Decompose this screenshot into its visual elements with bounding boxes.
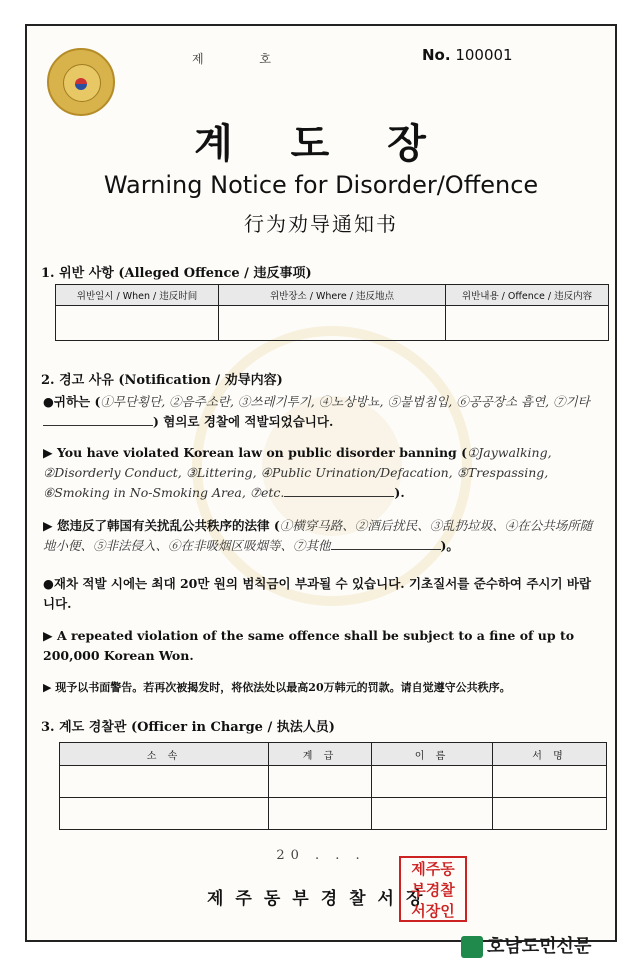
- offence-table: [55, 284, 609, 341]
- officer-col-signature: 서 명: [493, 743, 607, 766]
- offence-what-field[interactable]: [446, 306, 609, 341]
- stamp-line: 서장인: [411, 902, 455, 920]
- korean-notice-lead: ●귀하는 (: [43, 394, 101, 409]
- officer-affiliation-field[interactable]: [60, 798, 269, 830]
- publisher-name: 호남도민신문: [487, 936, 592, 957]
- officer-signature-field[interactable]: [493, 798, 607, 830]
- officer-name-field[interactable]: [372, 798, 493, 830]
- english-etc-blank[interactable]: [284, 484, 394, 497]
- korean-notice-items: ①무단횡단, ②음주소란, ③쓰레기투기, ④노상방뇨, ⑤불법침입, ⑥공공장소 흡연, ⑦기타: [100, 394, 590, 409]
- offence-when-field[interactable]: [56, 306, 219, 341]
- korean-fine-notice: ●재차 적발 시에는 최대 20만 원의 범칙금이 부과될 수 있습니다. 기초질서를 준수하여 주시기 바랍니다.: [43, 576, 592, 611]
- chinese-notice-items: ①横穿马路、②酒后扰民、③乱扔垃圾、④在公共场所随地小便、⑤非法侵入、⑥在非吸烟区吸烟等、⑦其他: [43, 518, 593, 553]
- chinese-fine-notice: ▶ 现予以书面警告。若再次被揭发时，将依法处以最高20万韩元的罚款。请自觉遵守公共秩序。: [43, 681, 511, 694]
- warning-notice-form: [25, 24, 617, 942]
- title-korean: 계 도 장: [194, 121, 448, 167]
- offence-col-when: 위반일시 / When / 违反时间: [56, 285, 219, 306]
- english-notice: [43, 443, 603, 503]
- officer-affiliation-field[interactable]: [60, 766, 269, 798]
- issue-date: 20 . . .: [276, 848, 366, 863]
- chinese-etc-blank[interactable]: [331, 537, 441, 550]
- section2-heading: 2. 경고 사유 (Notification / 劝导内容): [41, 373, 283, 388]
- officer-rank-field[interactable]: [269, 798, 372, 830]
- english-fine-notice: ▶ A repeated violation of the same offence shall be subject to a fine of up to 200,000 Korean Won.: [43, 628, 575, 663]
- official-seal-stamp: [399, 856, 467, 922]
- section1-heading: 1. 위반 사항 (Alleged Offence / 违反事项): [41, 266, 312, 281]
- officer-table: [59, 742, 607, 830]
- chinese-notice: [43, 516, 603, 556]
- stamp-line: 부경찰: [411, 881, 455, 899]
- officer-signature-field[interactable]: [493, 766, 607, 798]
- korean-etc-blank[interactable]: [43, 413, 153, 426]
- publisher-logo-icon: [461, 936, 483, 958]
- officer-name-field[interactable]: [372, 766, 493, 798]
- chinese-notice-lead: ▶ 您违反了韩国有关扰乱公共秩序的法律 (: [43, 518, 280, 533]
- chinese-notice-tail: )。: [440, 538, 459, 553]
- serial-number: [422, 46, 513, 64]
- serial-label: 제 호: [192, 52, 297, 66]
- korean-notice: [43, 392, 603, 432]
- officer-rank-field[interactable]: [269, 766, 372, 798]
- title-chinese: 行为劝导通知书: [244, 212, 398, 236]
- stamp-line: 제주동: [411, 860, 455, 878]
- police-emblem-logo: [47, 48, 115, 116]
- section3-heading: 3. 계도 경찰관 (Officer in Charge / 执法人员): [41, 720, 335, 735]
- issuing-authority: 제주동부경찰서장: [207, 889, 435, 909]
- english-notice-items: ①Jaywalking, ②Disorderly Conduct, ③Littering, ④Public Urination/Defacation, ⑤Trespassing, ⑥Smoking in No-Smoking Area, ⑦etc.: [43, 445, 552, 500]
- serial-value: 100001: [455, 46, 513, 64]
- serial-prefix: No.: [422, 46, 451, 64]
- korean-notice-tail: ) 혐의로 경찰에 적발되었습니다.: [153, 414, 334, 429]
- offence-col-what: 위반내용 / Offence / 违反内容: [446, 285, 609, 306]
- offence-where-field[interactable]: [219, 306, 446, 341]
- english-notice-lead: ▶ You have violated Korean law on public disorder banning (: [43, 445, 468, 460]
- officer-col-name: 이 름: [372, 743, 493, 766]
- publisher-watermark: [461, 932, 591, 958]
- offence-col-where: 위반장소 / Where / 违反地点: [219, 285, 446, 306]
- officer-col-rank: 계 급: [269, 743, 372, 766]
- title-english: Warning Notice for Disorder/Offence: [103, 171, 539, 199]
- english-notice-tail: ).: [394, 485, 405, 500]
- officer-col-affiliation: 소 속: [60, 743, 269, 766]
